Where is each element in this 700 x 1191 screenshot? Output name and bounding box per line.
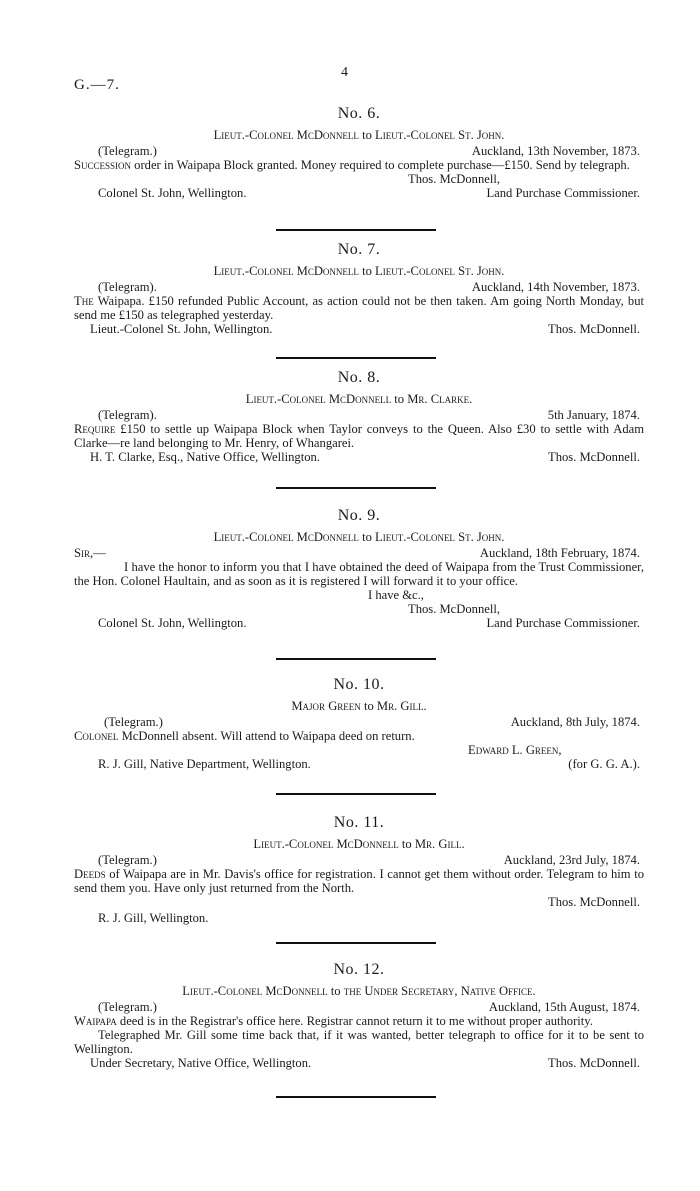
letter-no-12: [74, 960, 644, 1070]
letter-body: Colonel McDonnell absent. Will attend to Waipapa deed on return.: [74, 729, 415, 743]
sender-name: Thos. McDonnell,: [408, 172, 500, 186]
section-divider: [276, 793, 436, 795]
page-reference: G.—7.: [74, 77, 120, 93]
sender-name: Thos. McDonnell.: [548, 450, 640, 464]
letter-heading: Lieut.-Colonel McDonnell to Mr. Clarke.: [245, 392, 473, 406]
letter-kind: (Telegram).: [98, 408, 157, 422]
section-divider: [276, 487, 436, 489]
section-divider: [276, 357, 436, 359]
addressee: Colonel St. John, Wellington.: [98, 616, 247, 630]
letter-body: I have the honor to inform you that I have obtained the deed of Waipapa from the Trust Commissioner, the Hon. Colonel Haultain, and as soon as it is registered I will forward it to your office.: [74, 560, 644, 588]
sender-name: Edward L. Green,: [468, 743, 562, 757]
letter-body: Require £150 to settle up Waipapa Block when Taylor conveys to the Queen. Also £30 to settle with Adam Clarke—re land belonging to Mr. Henry, of Whangarei.: [74, 422, 645, 450]
letter-kind: (Telegram.): [98, 853, 157, 867]
letter-heading: Major Green to Mr. Gill.: [291, 699, 427, 713]
letter-heading: Lieut.-Colonel McDonnell to Lieut.-Colonel St. John.: [213, 264, 505, 278]
letter-no-6: [74, 104, 644, 200]
letter-title: No. 6.: [337, 105, 381, 122]
letter-kind: (Telegram.): [98, 144, 157, 158]
sender-name: Thos. McDonnell.: [548, 1056, 640, 1070]
letter-title: No. 10.: [333, 676, 385, 693]
letter-title: No. 7.: [337, 241, 381, 258]
letter-title: No. 11.: [333, 814, 385, 831]
letter-body: Waipapa deed is in the Registrar's office here. Registrar cannot return it to me without proper authority.: [74, 1014, 593, 1028]
letter-body: Succession order in Waipapa Block granted. Money required to complete purchase—£150. Send by telegraph.: [74, 158, 630, 172]
place-date: Auckland, 13th November, 1873.: [471, 144, 640, 158]
place-date: Auckland, 23rd July, 1874.: [503, 853, 640, 867]
sender-title: Land Purchase Commissioner.: [486, 616, 640, 630]
letter-body: The Waipapa. £150 refunded Public Account, as action could not be then taken. Am going North Monday, but send me £150 as telegraphed yesterday.: [74, 294, 644, 322]
addressee: R. J. Gill, Native Department, Wellington.: [98, 757, 311, 771]
addressee: Under Secretary, Native Office, Wellington.: [90, 1056, 312, 1070]
letter-title: No. 12.: [333, 961, 385, 978]
addressee: R. J. Gill, Wellington.: [98, 911, 209, 925]
addressee: Colonel St. John, Wellington.: [98, 186, 247, 200]
letter-body: Deeds of Waipapa are in Mr. Davis's office for registration. I cannot get them without order. Telegram to him to send them you. Have only just returned from the North.: [74, 867, 644, 895]
letter-title: No. 8.: [337, 369, 381, 386]
sender-title: (for G. G. A.).: [568, 757, 640, 771]
salutation: Sir,—: [74, 546, 106, 560]
letter-body-2: Telegraphed Mr. Gill some time back that, if it was wanted, better telegraph to office for it to be sent to Wellington.: [74, 1028, 644, 1056]
closing: I have &c.,: [368, 588, 424, 602]
addressee: Lieut.-Colonel St. John, Wellington.: [90, 322, 273, 336]
letter-no-7: [74, 240, 644, 336]
section-divider: [276, 229, 436, 231]
addressee: H. T. Clarke, Esq., Native Office, Wellington.: [90, 450, 320, 464]
letter-title: No. 9.: [337, 507, 381, 524]
place-date: Auckland, 8th July, 1874.: [510, 715, 640, 729]
letter-kind: (Telegram.): [104, 715, 163, 729]
section-divider: [276, 942, 436, 944]
sender-name: Thos. McDonnell.: [548, 322, 640, 336]
letter-heading: Lieut.-Colonel McDonnell to Mr. Gill.: [253, 837, 465, 851]
letter-heading: Lieut.-Colonel McDonnell to Lieut.-Colonel St. John.: [213, 530, 505, 544]
place-date: 5th January, 1874.: [547, 408, 640, 422]
letter-no-9: [74, 506, 644, 630]
sender-title: Land Purchase Commissioner.: [486, 186, 640, 200]
letter-no-10: [74, 675, 644, 771]
section-divider: [276, 1096, 436, 1098]
sender-name: Thos. McDonnell,: [408, 602, 500, 616]
sender-name: Thos. McDonnell.: [548, 895, 640, 909]
letter-heading: Lieut.-Colonel McDonnell to the Under Secretary, Native Office.: [182, 984, 536, 998]
letter-kind: (Telegram).: [98, 280, 157, 294]
section-divider: [276, 658, 436, 660]
letter-no-11: [74, 813, 644, 925]
place-date: Auckland, 15th August, 1874.: [488, 1000, 640, 1014]
letter-kind: (Telegram.): [98, 1000, 157, 1014]
page-number: 4: [341, 65, 348, 80]
letter-no-8: [74, 368, 644, 464]
place-date: Auckland, 14th November, 1873.: [471, 280, 640, 294]
letter-heading: Lieut.-Colonel McDonnell to Lieut.-Colonel St. John.: [213, 128, 505, 142]
place-date: Auckland, 18th February, 1874.: [479, 546, 640, 560]
